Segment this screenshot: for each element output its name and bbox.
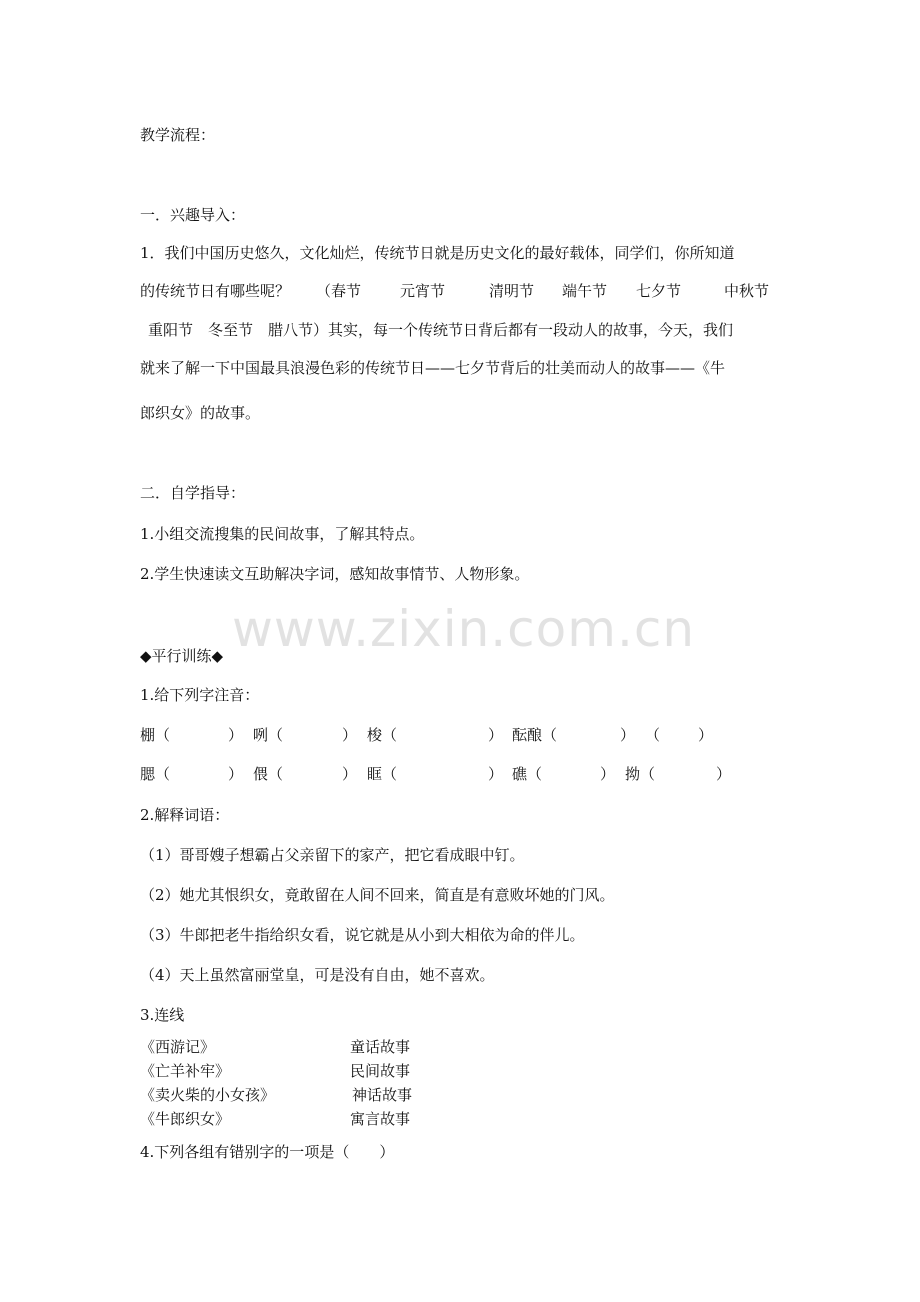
match-left-item: 《西游记》 <box>140 1038 216 1056</box>
vocab-item: （2）她尤其恨织女，竟敢留在人间不回来，简直是有意败坏她的门风。 <box>140 886 615 904</box>
section-1-paragraph-line-3: 重阳节 冬至节 腊八节）其实，每一个传统节日背后都有一段动人的故事，今天，我们 <box>148 321 734 339</box>
pinyin-item-char: 礁（ <box>512 765 543 783</box>
question-1: 1.给下列字注音： <box>140 686 260 704</box>
match-right-item: 童话故事 <box>350 1038 411 1056</box>
vocab-item: （1）哥哥嫂子想霸占父亲留下的家产，把它看成眼中钉。 <box>140 846 525 864</box>
festival-item: 七夕节 <box>636 282 682 300</box>
pinyin-item-close: ） <box>600 765 616 783</box>
page-heading: 教学流程： <box>140 126 216 144</box>
pinyin-item-close: ） <box>342 726 358 744</box>
section-1-paragraph-line-5: 郎织女》的故事。 <box>140 404 261 422</box>
pinyin-item-close: ） <box>228 726 244 744</box>
pinyin-item-char: 棚（ <box>140 726 171 744</box>
match-left-item: 《牛郎织女》 <box>140 1110 231 1128</box>
question-2: 2.解释词语： <box>140 806 230 824</box>
festival-item: 中秋节 <box>724 282 770 300</box>
festival-item: （春节 <box>316 282 362 300</box>
match-left-item: 《亡羊补牢》 <box>140 1062 231 1080</box>
pinyin-item-char: 酝酿（ <box>512 726 558 744</box>
section-1-paragraph-line-4: 就来了解一下中国最具浪漫色彩的传统节日——七夕节背后的壮美而动人的故事——《牛 <box>140 359 726 377</box>
match-left-item: 《卖火柴的小女孩》 <box>140 1086 276 1104</box>
festival-item: 端午节 <box>562 282 608 300</box>
pinyin-item-char: 梭（ <box>367 726 398 744</box>
section-2-title: 二．自学指导： <box>140 484 246 502</box>
watermark: www.zixin.com.cn <box>232 600 696 658</box>
pinyin-item-char: 眶（ <box>367 765 398 783</box>
pinyin-item-close: ） <box>620 726 636 744</box>
pinyin-item-close: ） <box>488 726 504 744</box>
festival-item: 元宵节 <box>400 282 446 300</box>
question-4: 4.下列各组有错别字的一项是（ ） <box>140 1143 395 1161</box>
pinyin-item-char: （ <box>645 726 661 744</box>
pinyin-item-char: 拗（ <box>625 765 656 783</box>
section-1-paragraph-line-1: 1．我们中国历史悠久，文化灿烂，传统节日就是历史文化的最好载体，同学们，你所知道 <box>140 244 735 262</box>
question-3: 3.连线 <box>140 1006 185 1024</box>
pinyin-item-close: ） <box>698 726 714 744</box>
section-2-item-1: 1.小组交流搜集的民间故事，了解其特点。 <box>140 525 425 543</box>
section-1-title: 一．兴趣导入： <box>140 206 246 224</box>
training-title: ◆平行训练◆ <box>140 647 224 665</box>
pinyin-item-close: ） <box>716 765 732 783</box>
pinyin-item-char: 偎（ <box>253 765 284 783</box>
vocab-item: （3）牛郎把老牛指给织女看，说它就是从小到大相依为命的伴儿。 <box>140 926 585 944</box>
pinyin-item-char: 咧（ <box>253 726 284 744</box>
vocab-item: （4）天上虽然富丽堂皇，可是没有自由，她不喜欢。 <box>140 966 495 984</box>
pinyin-item-close: ） <box>488 765 504 783</box>
section-1-paragraph-line-2: 的传统节日有哪些呢？ <box>140 282 291 300</box>
match-right-item: 神话故事 <box>352 1086 413 1104</box>
match-right-item: 寓言故事 <box>350 1110 411 1128</box>
pinyin-item-close: ） <box>228 765 244 783</box>
festival-item: 清明节 <box>489 282 535 300</box>
pinyin-item-char: 腮（ <box>140 765 171 783</box>
pinyin-item-close: ） <box>342 765 358 783</box>
section-2-item-2: 2.学生快速读文互助解决字词，感知故事情节、人物形象。 <box>140 565 530 583</box>
match-right-item: 民间故事 <box>350 1062 411 1080</box>
